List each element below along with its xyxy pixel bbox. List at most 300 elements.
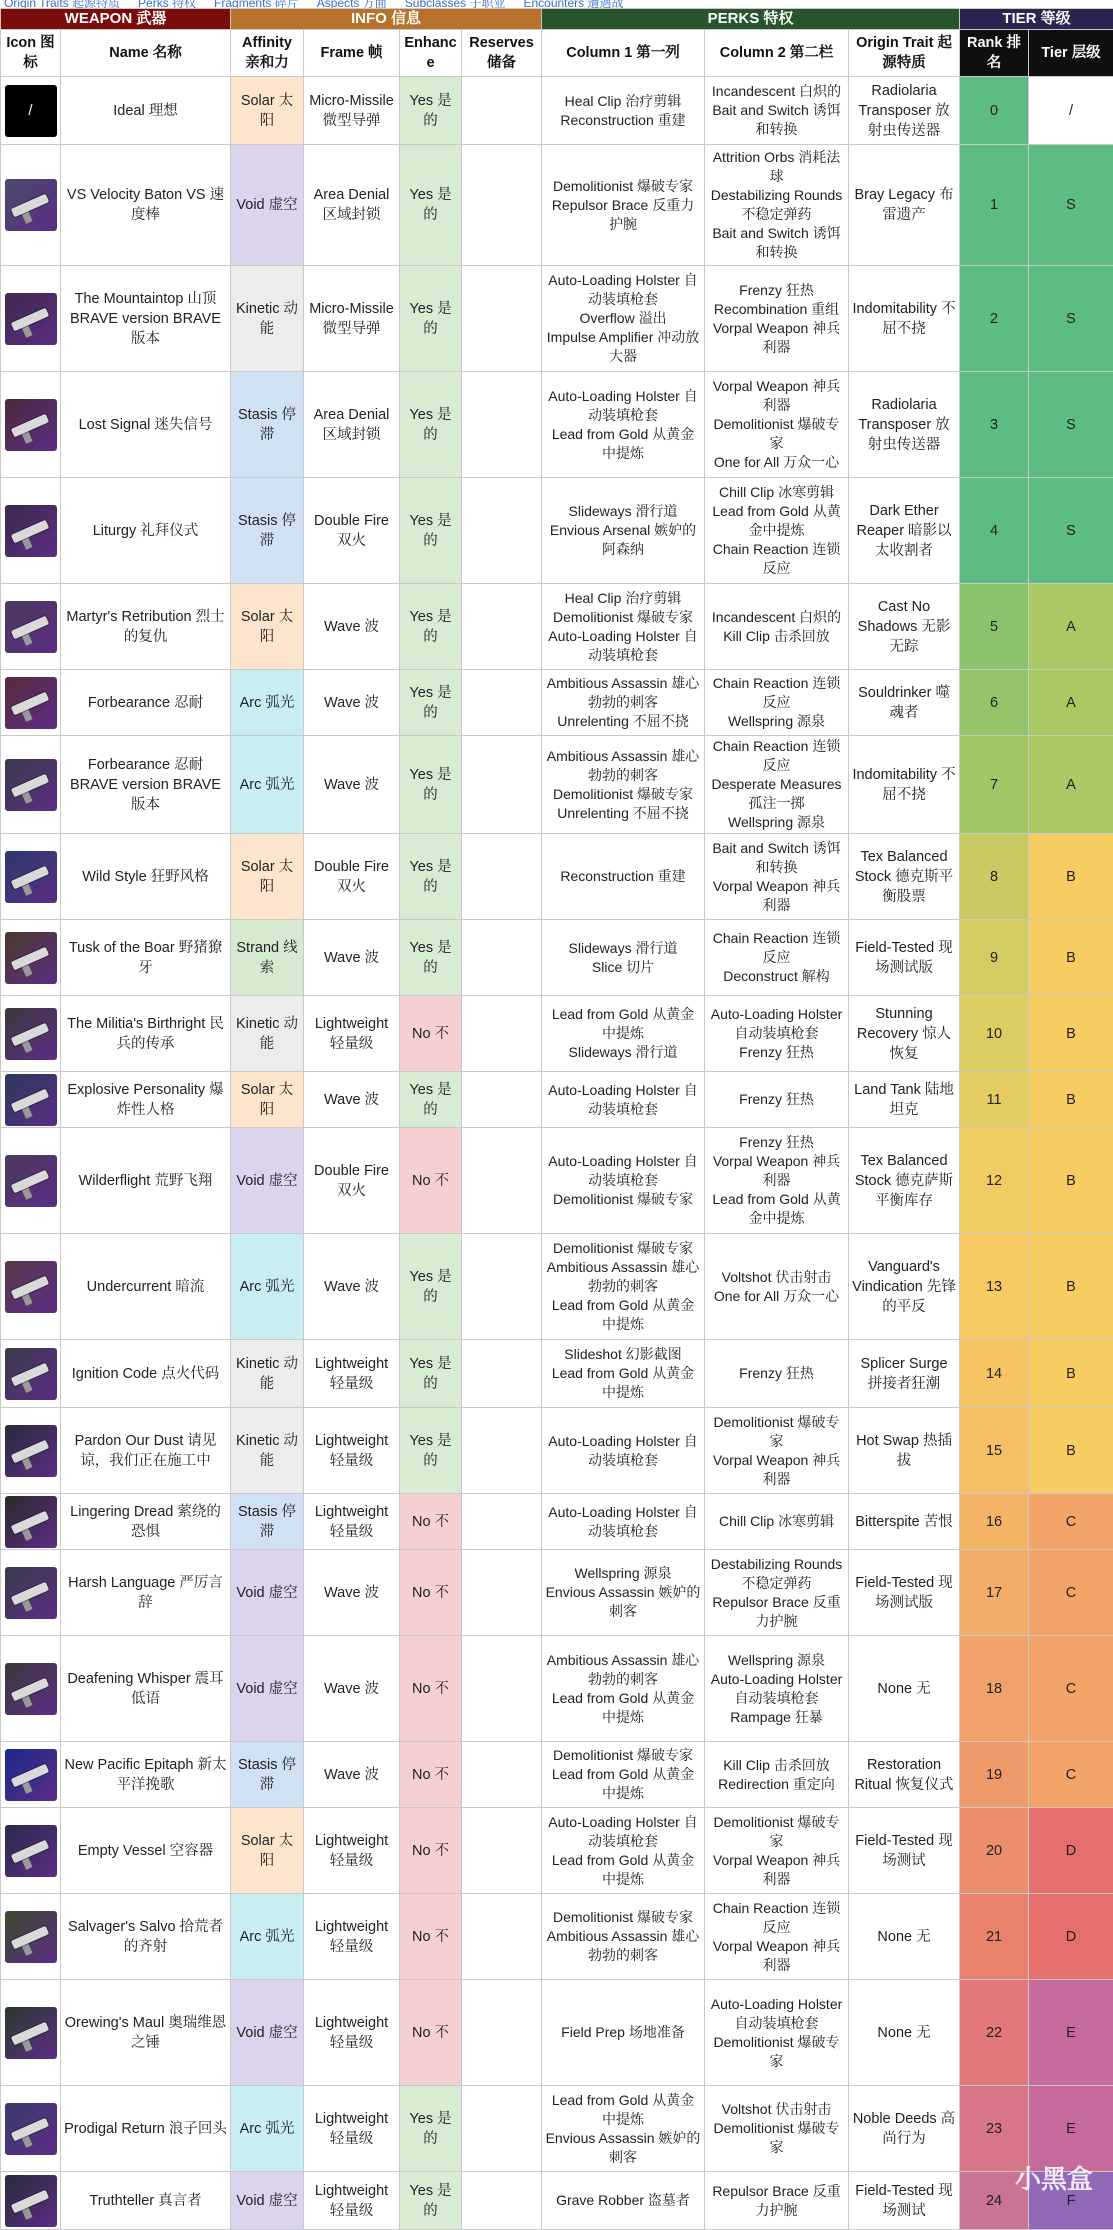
column-header-col2[interactable]: Column 2 第二栏 [705,30,849,77]
enhance-cell: Yes 是的 [400,266,462,372]
weapon-name: Forbearance 忍耐 BRAVE version BRAVE 版本 [61,736,231,834]
perk-item: Chill Clip 冰寒剪辑 [708,483,845,502]
weapon-name: Truthteller 真言者 [61,2172,231,2230]
enhance-cell: Yes 是的 [400,1072,462,1128]
rank-cell: 22 [960,1980,1029,2086]
perk-item: Auto-Loading Holster 自动装填枪套 [708,1995,845,2033]
weapon-icon-cell [1,266,61,372]
tier-cell: C [1029,1742,1113,1808]
weapon-name: Martyr's Retribution 烈士的复仇 [61,584,231,670]
gun-icon [5,1663,57,1715]
rank-cell: 0 [960,77,1029,145]
column-header-origin[interactable]: Origin Trait 起源特质 [849,30,960,77]
frame-cell: Lightweight 轻量级 [304,1408,400,1494]
top-nav-link[interactable]: Fragments 碎片 [214,0,299,8]
weapon-icon-cell [1,1550,61,1636]
origin-trait-cell: Field-Tested 现场测试 [849,1808,960,1894]
perk-item: Redirection 重定向 [708,1775,845,1794]
column-header-icon[interactable]: Icon 图标 [1,30,61,77]
origin-trait-cell: Cast No Shadows 无影无踪 [849,584,960,670]
perk-item: Lead from Gold 从黄金中提炼 [545,1851,701,1889]
perk-item: Chain Reaction 连锁反应 [708,540,845,578]
perk-item: Auto-Loading Holster 自动装填枪套 [545,1503,701,1541]
perk-column-1-cell [542,1742,705,1808]
perk-column-1-cell [542,77,705,145]
enhance-cell: Yes 是的 [400,920,462,996]
weapon-icon-cell [1,1636,61,1742]
affinity-cell: Solar 太阳 [231,77,304,145]
affinity-cell: Solar 太阳 [231,1808,304,1894]
weapon-icon-cell [1,478,61,584]
table-row [1,478,1113,584]
rank-cell: 9 [960,920,1029,996]
perk-item: Auto-Loading Holster 自动装填枪套 [545,1152,701,1190]
perk-column-1-cell [542,1550,705,1636]
perk-item: Desperate Measures 孤注一掷 [708,775,845,813]
perk-item: Demolitionist 爆破专家 [708,1413,845,1451]
affinity-cell: Arc 弧光 [231,670,304,736]
perk-item: Lead from Gold 从黄金中提炼 [545,1689,701,1727]
affinity-cell: Arc 弧光 [231,1234,304,1340]
table-row [1,1550,1113,1636]
perk-item: Ambitious Assassin 雄心勃勃的刺客 [545,1927,701,1965]
perk-column-2-cell [705,1894,849,1980]
enhance-cell: Yes 是的 [400,670,462,736]
gun-icon [5,1261,57,1313]
weapon-name: Ideal 理想 [61,77,231,145]
weapon-icon-cell [1,736,61,834]
reserves-cell [462,77,542,145]
perk-item: Ambitious Assassin 雄心勃勃的刺客 [545,747,701,785]
perk-column-1-cell [542,266,705,372]
perk-item: Repulsor Brace 反重力护腕 [708,1593,845,1631]
enhance-cell: Yes 是的 [400,77,462,145]
perk-column-2-cell [705,2172,849,2230]
perk-item: Vorpal Weapon 神兵利器 [708,1451,845,1489]
tier-cell: A [1029,670,1113,736]
gun-icon [5,677,57,729]
origin-trait-cell: Indomitability 不屈不挠 [849,736,960,834]
gun-icon [5,1425,57,1477]
perk-item: Chain Reaction 连锁反应 [708,737,845,775]
tier-cell: D [1029,1894,1113,1980]
weapon-icon-cell [1,670,61,736]
table-row [1,1494,1113,1550]
enhance-cell: Yes 是的 [400,1408,462,1494]
tier-cell: E [1029,2086,1113,2172]
perk-item: Frenzy 狂热 [708,1133,845,1152]
reserves-cell [462,145,542,266]
perk-item: Wellspring 源泉 [545,1564,701,1583]
tier-cell: B [1029,920,1113,996]
enhance-cell: No 不 [400,1894,462,1980]
weapon-name: Orewing's Maul 奥瑞维恩之锤 [61,1980,231,2086]
origin-trait-cell: Indomitability 不屈不挠 [849,266,960,372]
group-header-perks: PERKS 特权 [542,9,960,30]
affinity-cell: Void 虚空 [231,1128,304,1234]
weapon-name: Undercurrent 暗流 [61,1234,231,1340]
affinity-cell: Stasis 停滞 [231,1494,304,1550]
perk-item: Heal Clip 治疗剪辑 [545,589,701,608]
table-row [1,1340,1113,1408]
affinity-cell: Stasis 停滞 [231,372,304,478]
reserves-cell [462,670,542,736]
perk-item: Demolitionist 爆破专家 [545,1190,701,1209]
perk-item: Lead from Gold 从黄金中提炼 [708,502,845,540]
reserves-cell [462,920,542,996]
table-row [1,1636,1113,1742]
frame-cell: Wave 波 [304,584,400,670]
gun-icon [5,2175,57,2227]
perk-column-2-cell [705,2086,849,2172]
rank-cell: 6 [960,670,1029,736]
table-row [1,584,1113,670]
weapon-name: Empty Vessel 空容器 [61,1808,231,1894]
rank-cell: 14 [960,1340,1029,1408]
weapon-icon-cell [1,77,61,145]
perk-column-2-cell [705,1494,849,1550]
origin-trait-cell: None 无 [849,1636,960,1742]
perk-item: Ambitious Assassin 雄心勃勃的刺客 [545,1258,701,1296]
origin-trait-cell: Land Tank 陆地坦克 [849,1072,960,1128]
top-nav-link[interactable]: Origin Traits 起源特质 [4,0,120,8]
reserves-cell [462,2086,542,2172]
frame-cell: Area Denial 区域封锁 [304,372,400,478]
frame-cell: Double Fire 双火 [304,1128,400,1234]
rank-cell: 20 [960,1808,1029,1894]
affinity-cell: Void 虚空 [231,145,304,266]
enhance-cell: No 不 [400,996,462,1072]
tier-cell: C [1029,1636,1113,1742]
reserves-cell [462,1550,542,1636]
perk-item: Vorpal Weapon 神兵利器 [708,319,845,357]
frame-cell: Wave 波 [304,920,400,996]
perk-item: Voltshot 伏击射击 [708,1268,845,1287]
perk-item: Chain Reaction 连锁反应 [708,929,845,967]
perk-item: Envious Assassin 嫉妒的刺客 [545,2129,701,2167]
enhance-cell: No 不 [400,1742,462,1808]
perk-item: One for All 万众一心 [708,1287,845,1306]
rank-cell: 4 [960,478,1029,584]
weapon-icon-cell [1,1072,61,1128]
reserves-cell [462,1340,542,1408]
rank-cell: 18 [960,1636,1029,1742]
frame-cell: Wave 波 [304,1234,400,1340]
perk-column-1-cell [542,1234,705,1340]
tier-cell: B [1029,1072,1113,1128]
tier-cell: B [1029,834,1113,920]
weapon-icon-cell [1,1340,61,1408]
gun-icon [5,1911,57,1963]
rank-cell: 23 [960,2086,1029,2172]
affinity-cell: Arc 弧光 [231,2086,304,2172]
gun-icon [5,399,57,451]
reserves-cell [462,996,542,1072]
tier-cell: C [1029,1494,1113,1550]
reserves-cell [462,1494,542,1550]
top-nav-link[interactable]: Encounters 遭遇战 [523,0,623,8]
table-row [1,1808,1113,1894]
perk-item: Wellspring 源泉 [708,1651,845,1670]
tier-cell: A [1029,584,1113,670]
affinity-cell: Solar 太阳 [231,1072,304,1128]
gun-icon [5,932,57,984]
perk-column-1-cell [542,996,705,1072]
gun-icon [5,1496,57,1548]
table-row [1,1894,1113,1980]
table-row [1,1408,1113,1494]
frame-cell: Lightweight 轻量级 [304,996,400,1072]
reserves-cell [462,1980,542,2086]
perk-column-1-cell [542,1894,705,1980]
perk-column-2-cell [705,372,849,478]
tier-cell: S [1029,478,1113,584]
origin-trait-cell: Stunning Recovery 惊人恢复 [849,996,960,1072]
perk-item: Vorpal Weapon 神兵利器 [708,877,845,915]
affinity-cell: Arc 弧光 [231,736,304,834]
frame-cell: Double Fire 双火 [304,478,400,584]
frame-cell: Wave 波 [304,1636,400,1742]
origin-trait-cell: Radiolaria Transposer 放射虫传送器 [849,77,960,145]
perk-column-2-cell [705,996,849,1072]
weapon-name: Liturgy 礼拜仪式 [61,478,231,584]
weapon-icon-cell [1,584,61,670]
rank-cell: 16 [960,1494,1029,1550]
perk-item: Envious Arsenal 嫉妒的阿森纳 [545,521,701,559]
affinity-cell: Solar 太阳 [231,584,304,670]
reserves-cell [462,1894,542,1980]
affinity-cell: Kinetic 动能 [231,996,304,1072]
frame-cell: Wave 波 [304,736,400,834]
perk-column-2-cell [705,145,849,266]
enhance-cell: Yes 是的 [400,2172,462,2230]
column-header-affinity[interactable]: Affinity 亲和力 [231,30,304,77]
reserves-cell [462,1408,542,1494]
origin-trait-cell: Souldrinker 噬魂者 [849,670,960,736]
column-header-col1[interactable]: Column 1 第一列 [542,30,705,77]
tier-cell: S [1029,266,1113,372]
weapon-icon-cell [1,1808,61,1894]
weapon-icon-cell [1,996,61,1072]
gun-icon [5,179,57,231]
gun-icon [5,505,57,557]
enhance-cell: Yes 是的 [400,2086,462,2172]
perk-column-2-cell [705,1636,849,1742]
perk-item: Unrelenting 不屈不挠 [545,804,701,823]
tier-cell: / [1029,77,1113,145]
weapon-name: Wild Style 狂野风格 [61,834,231,920]
rank-cell: 2 [960,266,1029,372]
top-nav-link[interactable]: Perks 特权 [138,0,196,8]
perk-item: Reconstruction 重建 [545,111,701,130]
perk-item: Wellspring 源泉 [708,813,845,832]
enhance-cell: Yes 是的 [400,834,462,920]
perk-item: Demolitionist 爆破专家 [708,415,845,453]
perk-column-1-cell [542,372,705,478]
perk-column-1-cell [542,736,705,834]
perk-item: Demolitionist 爆破专家 [545,177,701,196]
perk-item: Demolitionist 爆破专家 [708,2119,845,2157]
top-nav-link[interactable]: Aspects 方面 [317,0,387,8]
table-row [1,77,1113,145]
perk-column-2-cell [705,834,849,920]
reserves-cell [462,1636,542,1742]
gun-icon [5,2103,57,2155]
enhance-cell: No 不 [400,1494,462,1550]
frame-cell: Lightweight 轻量级 [304,1340,400,1408]
perk-column-2-cell [705,1072,849,1128]
weapon-icon-cell [1,834,61,920]
frame-cell: Lightweight 轻量级 [304,1808,400,1894]
perk-column-1-cell [542,478,705,584]
column-header-frame[interactable]: Frame 帧 [304,30,400,77]
perk-item: Reconstruction 重建 [545,867,701,886]
perk-item: Grave Robber 盗墓者 [545,2191,701,2210]
frame-cell: Micro-Missile 微型导弹 [304,266,400,372]
frame-cell: Lightweight 轻量级 [304,2086,400,2172]
perk-column-2-cell [705,77,849,145]
table-row [1,1072,1113,1128]
reserves-cell [462,266,542,372]
perk-column-1-cell [542,670,705,736]
rank-cell: 12 [960,1128,1029,1234]
table-row [1,372,1113,478]
rank-cell: 19 [960,1742,1029,1808]
gun-icon [5,601,57,653]
column-header-reserves[interactable]: Reserves 储备 [462,30,542,77]
enhance-cell: Yes 是的 [400,736,462,834]
perk-column-2-cell [705,1742,849,1808]
perk-column-1-cell [542,1494,705,1550]
table-body [1,77,1113,2230]
perk-item: Bait and Switch 诱饵和转换 [708,224,845,262]
affinity-cell: Void 虚空 [231,1636,304,1742]
perk-item: Demolitionist 爆破专家 [545,785,701,804]
perk-item: Ambitious Assassin 雄心勃勃的刺客 [545,674,701,712]
perk-item: Deconstruct 解构 [708,967,845,986]
tier-cell: B [1029,1408,1113,1494]
perk-item: Envious Assassin 嫉妒的刺客 [545,1583,701,1621]
top-nav-link[interactable]: Subclasses 子职业 [405,0,506,8]
weapon-name: Lingering Dread 萦绕的恐惧 [61,1494,231,1550]
table-row [1,1128,1113,1234]
perk-column-2-cell [705,1234,849,1340]
table-row [1,670,1113,736]
perk-column-1-cell [542,920,705,996]
enhance-cell: No 不 [400,1128,462,1234]
perk-column-2-cell [705,1340,849,1408]
column-header-row [1,30,1113,77]
perk-column-2-cell [705,478,849,584]
perk-item: Recombination 重组 [708,300,845,319]
group-header-row [1,9,1113,30]
reserves-cell [462,1234,542,1340]
weapon-name: The Militia's Birthright 民兵的传承 [61,996,231,1072]
weapon-icon-cell [1,2086,61,2172]
table-row [1,2086,1113,2172]
column-header-name[interactable]: Name 名称 [61,30,231,77]
reserves-cell [462,2172,542,2230]
affinity-cell: Void 虚空 [231,1980,304,2086]
frame-cell: Micro-Missile 微型导弹 [304,77,400,145]
rank-cell: 11 [960,1072,1029,1128]
reserves-cell [462,478,542,584]
table-row [1,920,1113,996]
affinity-cell: Strand 线索 [231,920,304,996]
perk-item: Demolitionist 爆破专家 [545,1908,701,1927]
origin-trait-cell: Tex Balanced Stock 德克萨斯平衡库存 [849,1128,960,1234]
frame-cell: Wave 波 [304,1550,400,1636]
perk-item: Lead from Gold 从黄金中提炼 [545,1005,701,1043]
blank-icon [5,85,57,137]
origin-trait-cell: Tex Balanced Stock 德克斯平衡股票 [849,834,960,920]
table-row [1,996,1113,1072]
weapon-icon-cell [1,372,61,478]
weapon-icon-cell [1,1894,61,1980]
origin-trait-cell: Vanguard's Vindication 先锋的平反 [849,1234,960,1340]
perk-item: Lead from Gold 从黄金中提炼 [545,425,701,463]
perk-item: Bait and Switch 诱饵和转换 [708,101,845,139]
reserves-cell [462,372,542,478]
column-header-tier[interactable]: Tier 层级 [1029,30,1113,77]
weapon-name: Explosive Personality 爆炸性人格 [61,1072,231,1128]
perk-item: Heal Clip 治疗剪辑 [545,92,701,111]
perk-column-1-cell [542,1128,705,1234]
frame-cell: Lightweight 轻量级 [304,2172,400,2230]
reserves-cell [462,1128,542,1234]
weapon-tier-table [0,8,1113,2230]
weapon-name: Deafening Whisper 震耳低语 [61,1636,231,1742]
perk-column-1-cell [542,2086,705,2172]
affinity-cell: Stasis 停滞 [231,478,304,584]
column-header-rank[interactable]: Rank 排名 [960,30,1029,77]
enhance-cell: No 不 [400,1808,462,1894]
weapon-icon-cell [1,1494,61,1550]
perk-column-1-cell [542,1340,705,1408]
column-header-enhance[interactable]: Enhance [400,30,462,77]
perk-item: Attrition Orbs 消耗法球 [708,148,845,186]
origin-trait-cell: Field-Tested 现场测试 [849,2172,960,2230]
perk-item: Vorpal Weapon 神兵利器 [708,377,845,415]
group-header-weapon: WEAPON 武器 [1,9,231,30]
perk-item: Auto-Loading Holster 自动装填枪套 [545,271,701,309]
perk-column-1-cell [542,2172,705,2230]
perk-item: Demolitionist 爆破专家 [545,608,701,627]
origin-trait-cell: None 无 [849,1980,960,2086]
weapon-name: Tusk of the Boar 野猪獠牙 [61,920,231,996]
perk-item: Bait and Switch 诱饵和转换 [708,839,845,877]
tier-cell: A [1029,736,1113,834]
gun-icon [5,851,57,903]
perk-column-2-cell [705,1808,849,1894]
frame-cell: Area Denial 区域封锁 [304,145,400,266]
perk-item: Chain Reaction 连锁反应 [708,674,845,712]
tier-cell: F [1029,2172,1113,2230]
perk-column-2-cell [705,1408,849,1494]
perk-item: Frenzy 狂热 [708,1090,845,1109]
weapon-name: Salvager's Salvo 拾荒者的齐射 [61,1894,231,1980]
origin-trait-cell: Bitterspite 苦恨 [849,1494,960,1550]
affinity-cell: Void 虚空 [231,2172,304,2230]
weapon-name: Prodigal Return 浪子回头 [61,2086,231,2172]
perk-item: Destabilizing Rounds 不稳定弹药 [708,1555,845,1593]
weapon-icon-cell [1,145,61,266]
tier-cell: D [1029,1808,1113,1894]
perk-item: Frenzy 狂热 [708,281,845,300]
enhance-cell: Yes 是的 [400,584,462,670]
reserves-cell [462,584,542,670]
weapon-icon-cell [1,2172,61,2230]
